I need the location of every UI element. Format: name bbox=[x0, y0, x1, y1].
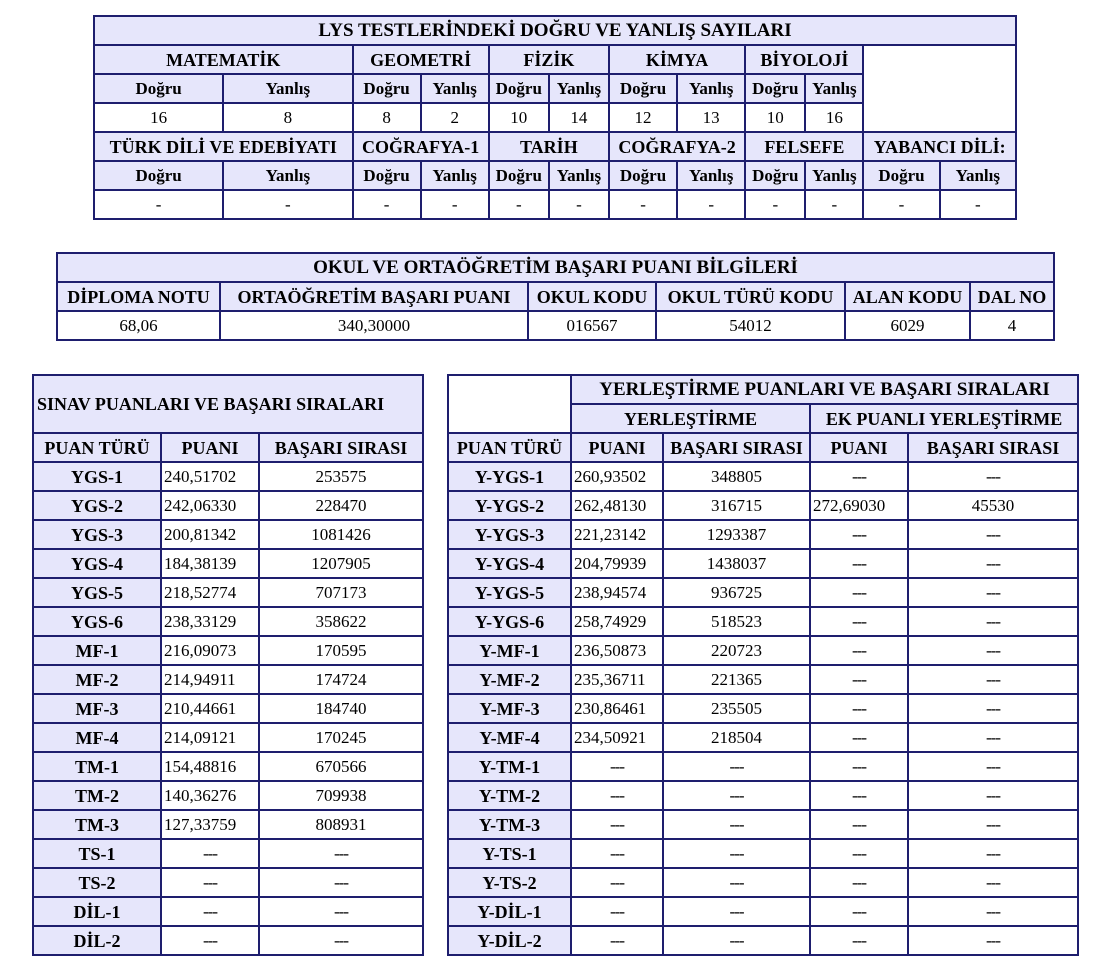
subject-header: FİZİK bbox=[489, 45, 609, 74]
table-row bbox=[33, 491, 423, 520]
puan-turu-cell: MF-4 bbox=[33, 723, 161, 752]
subject-header: BİYOLOJİ bbox=[745, 45, 863, 74]
okul-table bbox=[56, 252, 1055, 341]
yanlis-header: Yanlış bbox=[805, 74, 863, 103]
yerlestirme-table bbox=[447, 374, 1079, 956]
ek-basari-sirasi-cell: --- bbox=[908, 810, 1078, 839]
subject-header: MATEMATİK bbox=[94, 45, 353, 74]
sinav-title-row bbox=[33, 375, 423, 404]
table-row bbox=[33, 781, 423, 810]
puan-turu-cell: Y-TS-1 bbox=[448, 839, 571, 868]
puani-cell: --- bbox=[571, 897, 663, 926]
subject-header: YABANCI DİLİ: bbox=[863, 132, 1016, 161]
basari-sirasi-cell: 1293387 bbox=[663, 520, 810, 549]
okul-kodu-header: OKUL KODU bbox=[528, 282, 656, 311]
basari-sirasi-cell: 170245 bbox=[259, 723, 423, 752]
puani-cell: 154,48816 bbox=[161, 752, 259, 781]
basari-sirasi-cell: 316715 bbox=[663, 491, 810, 520]
basari-sirasi-cell: 221365 bbox=[663, 665, 810, 694]
table-row bbox=[448, 607, 1078, 636]
ek-puani-cell: --- bbox=[810, 926, 908, 955]
ek-basari-sirasi-cell: --- bbox=[908, 636, 1078, 665]
alan-kodu-header: ALAN KODU bbox=[845, 282, 970, 311]
table-row bbox=[448, 665, 1078, 694]
ek-basari-sirasi-cell: --- bbox=[908, 549, 1078, 578]
puan-turu-cell: Y-MF-1 bbox=[448, 636, 571, 665]
sinav-title: SINAV PUANLARI VE BAŞARI SIRALARI bbox=[33, 375, 423, 433]
table-row bbox=[33, 549, 423, 578]
alan-kodu-value: 6029 bbox=[845, 311, 970, 340]
puan-turu-cell: YGS-1 bbox=[33, 462, 161, 491]
puani-cell: 238,94574 bbox=[571, 578, 663, 607]
ek-puani-cell: 272,69030 bbox=[810, 491, 908, 520]
dogru-header: Doğru bbox=[489, 161, 549, 190]
empty-corner-cell bbox=[448, 375, 571, 433]
count-cell: - bbox=[421, 190, 489, 219]
table-row bbox=[448, 868, 1078, 897]
lys-table bbox=[93, 15, 1017, 220]
yanlis-header: Yanlış bbox=[677, 74, 745, 103]
ek-puani-cell: --- bbox=[810, 549, 908, 578]
puan-turu-cell: Y-DİL-1 bbox=[448, 897, 571, 926]
ek-puanli-group-header: EK PUANLI YERLEŞTİRME bbox=[810, 404, 1078, 433]
table-row bbox=[448, 723, 1078, 752]
table-row bbox=[448, 520, 1078, 549]
puan-turu-cell: MF-1 bbox=[33, 636, 161, 665]
dogru-header: Doğru bbox=[863, 161, 939, 190]
puani-cell: --- bbox=[571, 839, 663, 868]
diploma-notu-value: 68,06 bbox=[57, 311, 220, 340]
yanlis-header: Yanlış bbox=[421, 161, 489, 190]
basari-sirasi-cell: 707173 bbox=[259, 578, 423, 607]
count-cell: 2 bbox=[421, 103, 489, 132]
basari-sirasi-cell: 518523 bbox=[663, 607, 810, 636]
ek-basari-sirasi-cell: --- bbox=[908, 665, 1078, 694]
puan-turu-cell: YGS-3 bbox=[33, 520, 161, 549]
dogru-header: Doğru bbox=[745, 74, 805, 103]
puan-turu-cell: Y-DİL-2 bbox=[448, 926, 571, 955]
table-row bbox=[448, 752, 1078, 781]
lys-dy-row-2 bbox=[94, 161, 1016, 190]
puan-turu-cell: YGS-5 bbox=[33, 578, 161, 607]
basari-sirasi-cell: --- bbox=[259, 868, 423, 897]
sinav-body bbox=[33, 462, 423, 955]
table-row bbox=[448, 839, 1078, 868]
puan-turu-cell: Y-YGS-6 bbox=[448, 607, 571, 636]
count-cell: - bbox=[549, 190, 609, 219]
puan-turu-cell: TS-2 bbox=[33, 868, 161, 897]
puani-cell: 200,81342 bbox=[161, 520, 259, 549]
puani-cell: --- bbox=[571, 810, 663, 839]
puan-turu-header: PUAN TÜRÜ bbox=[33, 433, 161, 462]
puan-turu-cell: Y-MF-3 bbox=[448, 694, 571, 723]
basari-sirasi-cell: --- bbox=[663, 839, 810, 868]
obp-header: ORTAÖĞRETİM BAŞARI PUANI bbox=[220, 282, 528, 311]
table-row bbox=[33, 897, 423, 926]
basari-sirasi-cell: --- bbox=[663, 868, 810, 897]
ek-puani-cell: --- bbox=[810, 636, 908, 665]
table-row bbox=[33, 810, 423, 839]
ek-basari-sirasi-cell: --- bbox=[908, 520, 1078, 549]
basari-sirasi-header: BAŞARI SIRASI bbox=[663, 433, 810, 462]
count-cell: - bbox=[745, 190, 805, 219]
puani-cell: 214,94911 bbox=[161, 665, 259, 694]
ek-basari-sirasi-header: BAŞARI SIRASI bbox=[908, 433, 1078, 462]
puan-turu-cell: Y-TM-1 bbox=[448, 752, 571, 781]
puan-turu-cell: TM-2 bbox=[33, 781, 161, 810]
count-cell: - bbox=[940, 190, 1016, 219]
lys-title: LYS TESTLERİNDEKİ DOĞRU VE YANLIŞ SAYILARI bbox=[94, 16, 1016, 45]
puani-cell: 238,33129 bbox=[161, 607, 259, 636]
basari-sirasi-cell: 670566 bbox=[259, 752, 423, 781]
puan-turu-cell: Y-MF-2 bbox=[448, 665, 571, 694]
count-cell: 8 bbox=[353, 103, 421, 132]
basari-sirasi-cell: 1207905 bbox=[259, 549, 423, 578]
okul-header-row bbox=[57, 282, 1054, 311]
basari-sirasi-cell: 808931 bbox=[259, 810, 423, 839]
ek-basari-sirasi-cell: 45530 bbox=[908, 491, 1078, 520]
table-row bbox=[33, 462, 423, 491]
yerlestirme-group-header: YERLEŞTİRME bbox=[571, 404, 810, 433]
table-row bbox=[448, 897, 1078, 926]
ek-puani-cell: --- bbox=[810, 752, 908, 781]
dogru-header: Doğru bbox=[609, 74, 677, 103]
table-row bbox=[33, 752, 423, 781]
subject-header: KİMYA bbox=[609, 45, 745, 74]
puani-cell: --- bbox=[161, 926, 259, 955]
ek-basari-sirasi-cell: --- bbox=[908, 839, 1078, 868]
basari-sirasi-cell: 1081426 bbox=[259, 520, 423, 549]
table-row bbox=[33, 665, 423, 694]
puan-turu-cell: TS-1 bbox=[33, 839, 161, 868]
dal-no-value: 4 bbox=[970, 311, 1054, 340]
puani-cell: 218,52774 bbox=[161, 578, 259, 607]
puan-turu-cell: MF-3 bbox=[33, 694, 161, 723]
ek-puani-cell: --- bbox=[810, 694, 908, 723]
basari-sirasi-cell: 1438037 bbox=[663, 549, 810, 578]
puani-cell: 242,06330 bbox=[161, 491, 259, 520]
ek-basari-sirasi-cell: --- bbox=[908, 694, 1078, 723]
table-row bbox=[448, 578, 1078, 607]
table-row bbox=[33, 694, 423, 723]
okul-turu-kodu-header: OKUL TÜRÜ KODU bbox=[656, 282, 845, 311]
count-cell: 14 bbox=[549, 103, 609, 132]
puani-cell: 258,74929 bbox=[571, 607, 663, 636]
count-cell: 10 bbox=[745, 103, 805, 132]
basari-sirasi-cell: --- bbox=[663, 897, 810, 926]
ek-basari-sirasi-cell: --- bbox=[908, 897, 1078, 926]
puani-header: PUANI bbox=[571, 433, 663, 462]
count-cell: 16 bbox=[805, 103, 863, 132]
puani-cell: 140,36276 bbox=[161, 781, 259, 810]
dogru-header: Doğru bbox=[745, 161, 805, 190]
puan-turu-cell: Y-YGS-4 bbox=[448, 549, 571, 578]
puani-cell: --- bbox=[571, 926, 663, 955]
puani-cell: 216,09073 bbox=[161, 636, 259, 665]
puani-cell: 234,50921 bbox=[571, 723, 663, 752]
ek-puani-cell: --- bbox=[810, 578, 908, 607]
dogru-header: Doğru bbox=[609, 161, 677, 190]
okul-title: OKUL VE ORTAÖĞRETİM BAŞARI PUANI BİLGİLERİ bbox=[57, 253, 1054, 282]
puan-turu-cell: YGS-2 bbox=[33, 491, 161, 520]
sinav-table bbox=[32, 374, 424, 956]
puani-cell: 204,79939 bbox=[571, 549, 663, 578]
lys-subject-row-1 bbox=[94, 45, 1016, 74]
subject-header: COĞRAFYA-1 bbox=[353, 132, 489, 161]
table-row bbox=[448, 694, 1078, 723]
puan-turu-cell: DİL-1 bbox=[33, 897, 161, 926]
basari-sirasi-cell: 218504 bbox=[663, 723, 810, 752]
lys-title-row bbox=[94, 16, 1016, 45]
table-row bbox=[448, 636, 1078, 665]
empty-cell bbox=[863, 45, 1016, 132]
ek-puani-cell: --- bbox=[810, 868, 908, 897]
basari-sirasi-cell: --- bbox=[259, 839, 423, 868]
count-cell: - bbox=[677, 190, 745, 219]
puan-turu-cell: Y-YGS-2 bbox=[448, 491, 571, 520]
yanlis-header: Yanlış bbox=[805, 161, 863, 190]
puan-turu-cell: Y-YGS-5 bbox=[448, 578, 571, 607]
puani-cell: 210,44661 bbox=[161, 694, 259, 723]
ek-basari-sirasi-cell: --- bbox=[908, 607, 1078, 636]
puan-turu-cell: TM-3 bbox=[33, 810, 161, 839]
ek-basari-sirasi-cell: --- bbox=[908, 578, 1078, 607]
ek-basari-sirasi-cell: --- bbox=[908, 781, 1078, 810]
count-cell: - bbox=[489, 190, 549, 219]
table-row bbox=[448, 810, 1078, 839]
diploma-notu-header: DİPLOMA NOTU bbox=[57, 282, 220, 311]
count-cell: 12 bbox=[609, 103, 677, 132]
dogru-header: Doğru bbox=[94, 161, 223, 190]
puan-turu-cell: TM-1 bbox=[33, 752, 161, 781]
puani-cell: 240,51702 bbox=[161, 462, 259, 491]
puani-cell: 184,38139 bbox=[161, 549, 259, 578]
yer-title-row bbox=[448, 375, 1078, 404]
subject-header: GEOMETRİ bbox=[353, 45, 489, 74]
basari-sirasi-cell: --- bbox=[259, 926, 423, 955]
table-row bbox=[33, 868, 423, 897]
table-row bbox=[448, 781, 1078, 810]
yanlis-header: Yanlış bbox=[549, 74, 609, 103]
yanlis-header: Yanlış bbox=[549, 161, 609, 190]
count-cell: - bbox=[863, 190, 939, 219]
table-row bbox=[33, 607, 423, 636]
count-cell: 16 bbox=[94, 103, 223, 132]
basari-sirasi-cell: --- bbox=[663, 752, 810, 781]
ek-puani-cell: --- bbox=[810, 810, 908, 839]
puan-turu-cell: Y-TM-3 bbox=[448, 810, 571, 839]
ek-basari-sirasi-cell: --- bbox=[908, 462, 1078, 491]
yanlis-header: Yanlış bbox=[421, 74, 489, 103]
basari-sirasi-cell: 235505 bbox=[663, 694, 810, 723]
puan-turu-cell: MF-2 bbox=[33, 665, 161, 694]
basari-sirasi-cell: --- bbox=[663, 781, 810, 810]
ek-puani-cell: --- bbox=[810, 520, 908, 549]
dogru-header: Doğru bbox=[353, 161, 421, 190]
okul-kodu-value: 016567 bbox=[528, 311, 656, 340]
ek-basari-sirasi-cell: --- bbox=[908, 868, 1078, 897]
yanlis-header: Yanlış bbox=[940, 161, 1016, 190]
puan-turu-header: PUAN TÜRÜ bbox=[448, 433, 571, 462]
puan-turu-cell: Y-MF-4 bbox=[448, 723, 571, 752]
basari-sirasi-cell: 174724 bbox=[259, 665, 423, 694]
obp-value: 340,30000 bbox=[220, 311, 528, 340]
basari-sirasi-cell: 170595 bbox=[259, 636, 423, 665]
count-cell: 10 bbox=[489, 103, 549, 132]
puani-cell: 221,23142 bbox=[571, 520, 663, 549]
puani-cell: 236,50873 bbox=[571, 636, 663, 665]
puan-turu-cell: Y-YGS-3 bbox=[448, 520, 571, 549]
count-cell: - bbox=[609, 190, 677, 219]
basari-sirasi-cell: 228470 bbox=[259, 491, 423, 520]
yanlis-header: Yanlış bbox=[677, 161, 745, 190]
puani-cell: --- bbox=[161, 897, 259, 926]
puani-cell: --- bbox=[571, 781, 663, 810]
puani-cell: --- bbox=[161, 868, 259, 897]
ek-puani-cell: --- bbox=[810, 839, 908, 868]
puan-turu-cell: Y-YGS-1 bbox=[448, 462, 571, 491]
okul-values-row bbox=[57, 311, 1054, 340]
ek-puani-cell: --- bbox=[810, 723, 908, 752]
basari-sirasi-cell: 358622 bbox=[259, 607, 423, 636]
yanlis-header: Yanlış bbox=[223, 161, 352, 190]
puani-cell: 235,36711 bbox=[571, 665, 663, 694]
count-cell: - bbox=[353, 190, 421, 219]
yanlis-header: Yanlış bbox=[223, 74, 352, 103]
dogru-header: Doğru bbox=[353, 74, 421, 103]
subject-header: TÜRK DİLİ VE EDEBİYATI bbox=[94, 132, 353, 161]
puani-cell: --- bbox=[571, 752, 663, 781]
basari-sirasi-cell: --- bbox=[259, 897, 423, 926]
yer-header-row bbox=[448, 433, 1078, 462]
sinav-header-row bbox=[33, 433, 423, 462]
basari-sirasi-cell: 348805 bbox=[663, 462, 810, 491]
puani-cell: 214,09121 bbox=[161, 723, 259, 752]
basari-sirasi-cell: 936725 bbox=[663, 578, 810, 607]
table-row bbox=[33, 723, 423, 752]
ek-puani-cell: --- bbox=[810, 781, 908, 810]
puan-turu-cell: DİL-2 bbox=[33, 926, 161, 955]
ek-basari-sirasi-cell: --- bbox=[908, 752, 1078, 781]
count-cell: - bbox=[94, 190, 223, 219]
table-row bbox=[33, 520, 423, 549]
puan-turu-cell: YGS-6 bbox=[33, 607, 161, 636]
ek-puani-cell: --- bbox=[810, 897, 908, 926]
basari-sirasi-cell: 709938 bbox=[259, 781, 423, 810]
count-cell: 8 bbox=[223, 103, 352, 132]
count-cell: - bbox=[223, 190, 352, 219]
puan-turu-cell: Y-TM-2 bbox=[448, 781, 571, 810]
basari-sirasi-cell: --- bbox=[663, 926, 810, 955]
puan-turu-cell: Y-TS-2 bbox=[448, 868, 571, 897]
ek-puani-cell: --- bbox=[810, 665, 908, 694]
ek-puani-cell: --- bbox=[810, 607, 908, 636]
okul-turu-kodu-value: 54012 bbox=[656, 311, 845, 340]
puani-cell: 127,33759 bbox=[161, 810, 259, 839]
ek-puani-header: PUANI bbox=[810, 433, 908, 462]
ek-basari-sirasi-cell: --- bbox=[908, 926, 1078, 955]
table-row bbox=[448, 926, 1078, 955]
subject-header: COĞRAFYA-2 bbox=[609, 132, 745, 161]
yer-title: YERLEŞTİRME PUANLARI VE BAŞARI SIRALARI bbox=[571, 375, 1078, 404]
ek-basari-sirasi-cell: --- bbox=[908, 723, 1078, 752]
puani-cell: 230,86461 bbox=[571, 694, 663, 723]
dogru-header: Doğru bbox=[94, 74, 223, 103]
table-row bbox=[33, 578, 423, 607]
table-row bbox=[448, 549, 1078, 578]
ek-puani-cell: --- bbox=[810, 462, 908, 491]
table-row bbox=[33, 839, 423, 868]
basari-sirasi-header: BAŞARI SIRASI bbox=[259, 433, 423, 462]
lys-subject-row-2 bbox=[94, 132, 1016, 161]
lys-values-row-2 bbox=[94, 190, 1016, 219]
basari-sirasi-cell: 220723 bbox=[663, 636, 810, 665]
table-row bbox=[33, 636, 423, 665]
puani-header: PUANI bbox=[161, 433, 259, 462]
table-row bbox=[33, 926, 423, 955]
dogru-header: Doğru bbox=[489, 74, 549, 103]
basari-sirasi-cell: 253575 bbox=[259, 462, 423, 491]
count-cell: - bbox=[805, 190, 863, 219]
count-cell: 13 bbox=[677, 103, 745, 132]
table-row bbox=[448, 491, 1078, 520]
basari-sirasi-cell: 184740 bbox=[259, 694, 423, 723]
subject-header: FELSEFE bbox=[745, 132, 863, 161]
puani-cell: --- bbox=[161, 839, 259, 868]
okul-title-row bbox=[57, 253, 1054, 282]
puani-cell: --- bbox=[571, 868, 663, 897]
yer-body bbox=[448, 462, 1078, 955]
puani-cell: 262,48130 bbox=[571, 491, 663, 520]
puan-turu-cell: YGS-4 bbox=[33, 549, 161, 578]
table-row bbox=[448, 462, 1078, 491]
basari-sirasi-cell: --- bbox=[663, 810, 810, 839]
puani-cell: 260,93502 bbox=[571, 462, 663, 491]
subject-header: TARİH bbox=[489, 132, 609, 161]
dal-no-header: DAL NO bbox=[970, 282, 1054, 311]
